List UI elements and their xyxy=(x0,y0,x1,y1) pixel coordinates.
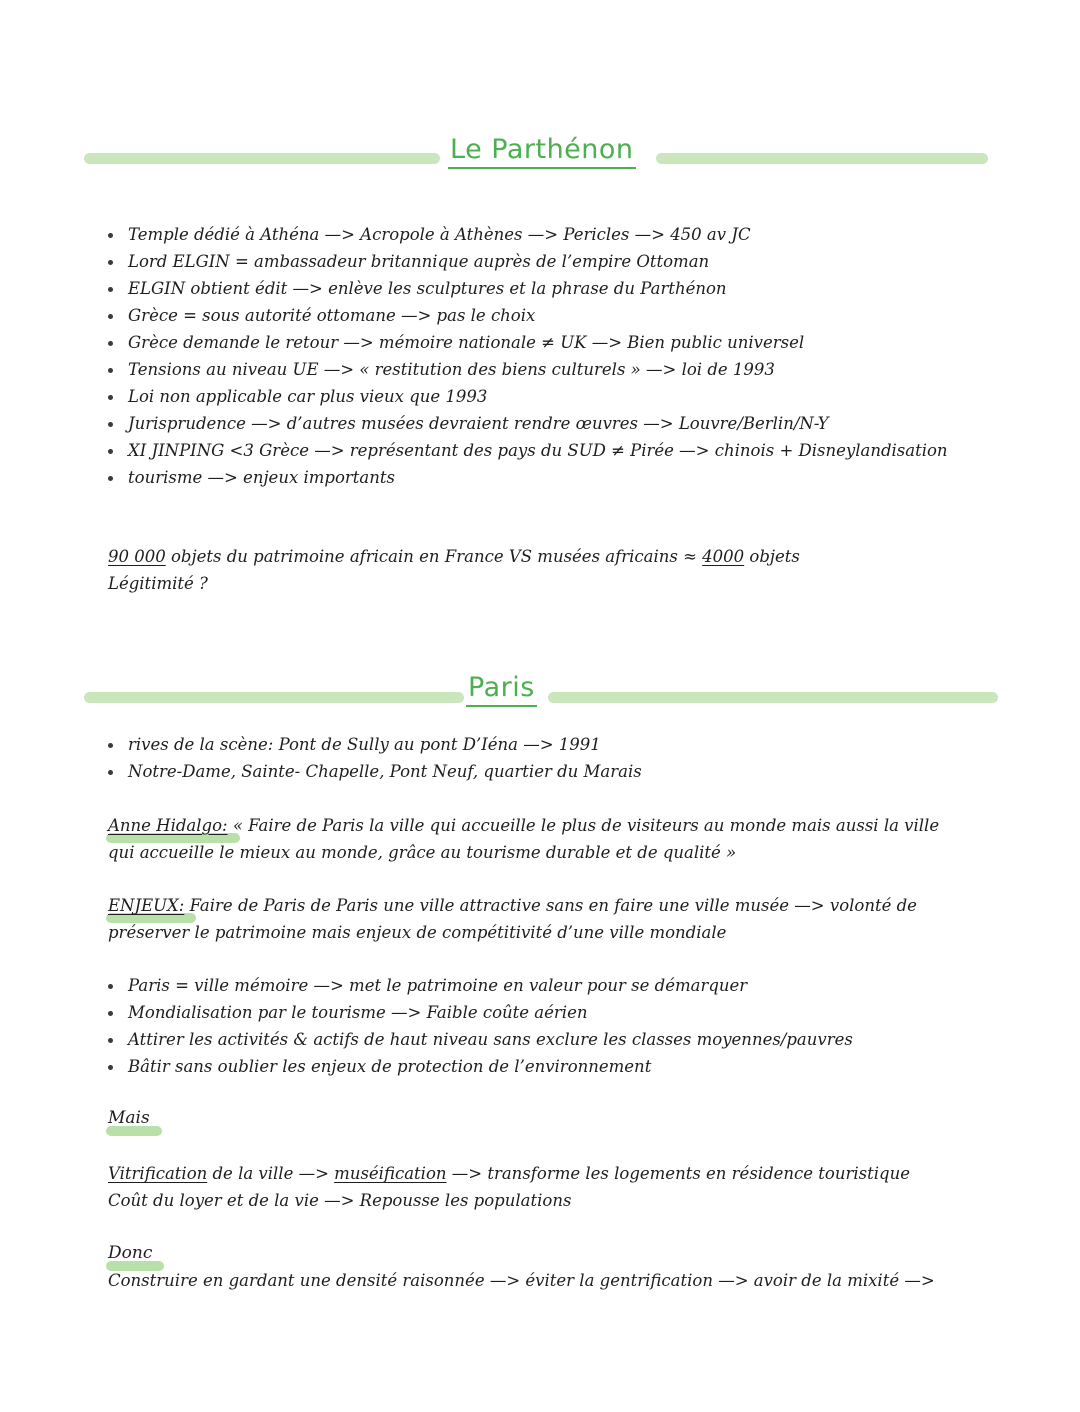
bullet-item: Bâtir sans oublier les enjeux de protection de l’environnement xyxy=(108,1053,853,1080)
paris-bullet-list xyxy=(108,731,642,785)
mais-line-2: Coût du loyer et de la vie —> Repousse les populations xyxy=(108,1191,572,1210)
bullet-item: Mondialisation par le tourisme —> Faible coûte aérien xyxy=(108,999,853,1026)
parthenon-bullet-list xyxy=(108,221,948,491)
bullet-item: Grèce = sous autorité ottomane —> pas le choix xyxy=(108,302,948,329)
bullet-item: Notre-Dame, Sainte- Chapelle, Pont Neuf, quartier du Marais xyxy=(108,758,642,785)
title-rule-right xyxy=(656,153,988,164)
hidalgo-quote-cont: qui accueille le mieux au monde, grâce au tourisme durable et de qualité » xyxy=(108,843,737,862)
donc-label: Donc xyxy=(108,1240,152,1267)
title-rule-left xyxy=(84,153,440,164)
bullet-item: Temple dédié à Athéna —> Acropole à Athènes —> Pericles —> 450 av JC xyxy=(108,221,948,248)
stat-number-africa: 4000 xyxy=(702,547,745,566)
enjeux-label: ENJEUX: xyxy=(108,892,184,919)
bullet-item: Tensions au niveau UE —> « restitution des biens culturels » —> loi de 1993 xyxy=(108,356,948,383)
donc-line: Construire en gardant une densité raisonnée —> éviter la gentrification —> avoir de la mixité —> xyxy=(108,1271,935,1290)
quote-label: Anne Hidalgo: xyxy=(108,812,228,839)
bullet-item: Paris = ville mémoire —> met le patrimoine en valeur pour se démarquer xyxy=(108,972,853,999)
bullet-item: Loi non applicable car plus vieux que 1993 xyxy=(108,383,948,410)
legitimacy-question: Légitimité ? xyxy=(108,574,208,593)
mais-line-1: Vitrification de la ville —> muséification —> transforme les logements en résidence touristique xyxy=(108,1164,910,1183)
enjeux-paragraph-cont: préserver le patrimoine mais enjeux de compétitivité d’une ville mondiale xyxy=(108,923,727,942)
enjeux-paragraph: ENJEUX: Faire de Paris de Paris une ville attractive sans en faire une ville musée —> volonté de xyxy=(108,892,917,919)
section-title-parthenon: Le Parthénon xyxy=(448,136,636,163)
bullet-item: Grèce demande le retour —> mémoire nationale ≠ UK —> Bien public universel xyxy=(108,329,948,356)
paris-issues-list xyxy=(108,972,853,1080)
bullet-item: Jurisprudence —> d’autres musées devraient rendre œuvres —> Louvre/Berlin/N-Y xyxy=(108,410,948,437)
bullet-item: XI JINPING <3 Grèce —> représentant des pays du SUD ≠ Pirée —> chinois + Disneylandisation xyxy=(108,437,948,464)
stat-number-france: 90 000 xyxy=(108,547,166,566)
bullet-item: rives de la scène: Pont de Sully au pont D’Iéna —> 1991 xyxy=(108,731,642,758)
section-title-paris: Paris xyxy=(466,674,537,701)
bullet-item: ELGIN obtient édit —> enlève les sculptures et la phrase du Parthénon xyxy=(108,275,948,302)
title-rule-left xyxy=(84,692,464,703)
stat-line: 90 000 objets du patrimoine africain en France VS musées africains ≈ 4000 objets xyxy=(108,547,800,566)
bullet-item: Lord ELGIN = ambassadeur britannique auprès de l’empire Ottoman xyxy=(108,248,948,275)
bullet-item: Attirer les activités & actifs de haut niveau sans exclure les classes moyennes/pauvres xyxy=(108,1026,853,1053)
mais-label: Mais xyxy=(108,1105,150,1132)
bullet-item: tourisme —> enjeux importants xyxy=(108,464,948,491)
hidalgo-quote: Anne Hidalgo: « Faire de Paris la ville qui accueille le plus de visiteurs au monde mais aussi la ville xyxy=(108,812,939,839)
title-rule-right xyxy=(548,692,998,703)
